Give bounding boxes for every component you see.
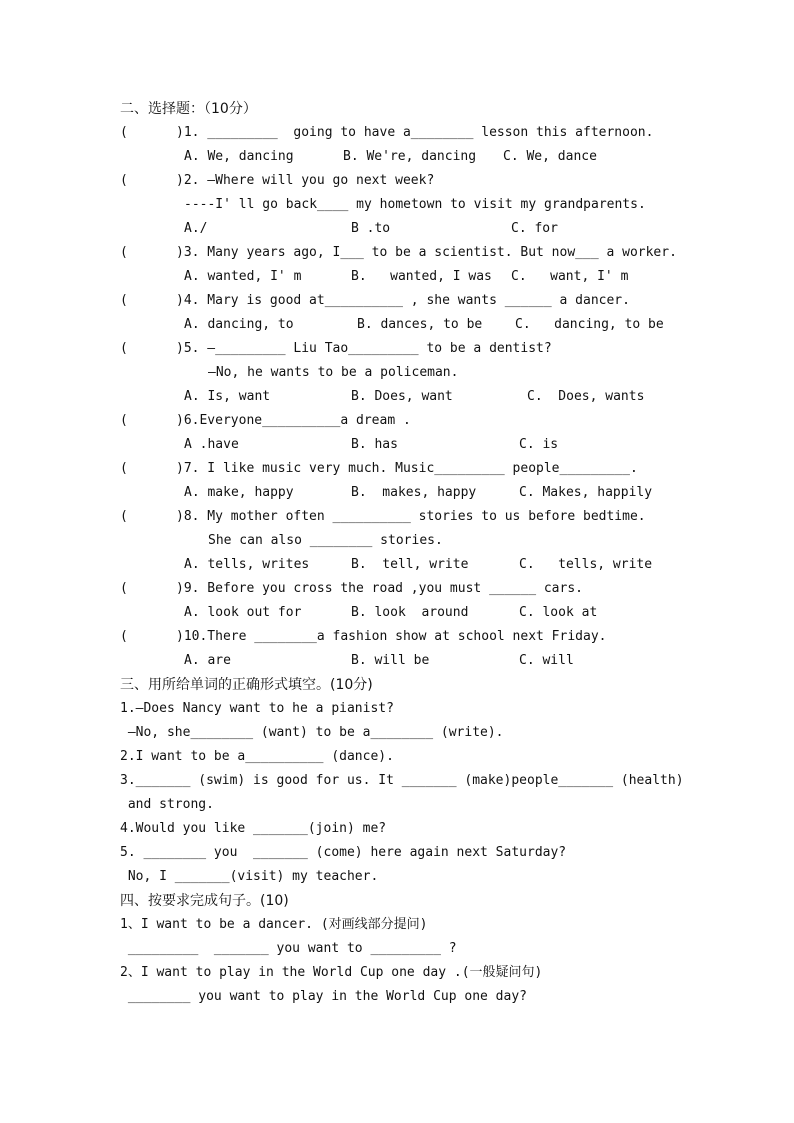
question-stem: )8. My mother often __________ stories to us before bedtime.: [176, 509, 646, 524]
option-b: B. tell, write: [351, 557, 469, 572]
question-stem: )4. Mary is good at__________ , she wants ______ a dancer.: [176, 293, 630, 308]
question-7-options: [120, 481, 653, 505]
option-a: A. Is, want: [184, 389, 271, 404]
option-a: A. make, happy: [184, 485, 294, 500]
question-6: [120, 409, 411, 433]
question-2-options: [120, 217, 558, 241]
section-3-heading: 三、用所给单词的正确形式填空。(10分): [120, 677, 373, 693]
question-3-options: [120, 265, 629, 289]
option-b: B. We're, dancing: [343, 149, 477, 164]
option-b: B .to: [351, 221, 391, 236]
fill-in-line: No, I _______(visit) my teacher.: [120, 869, 379, 884]
fill-in-line: 4.Would you like _______(join) me?: [120, 821, 387, 836]
option-c: C. want, I' m: [511, 269, 629, 284]
option-a: A .have: [184, 437, 239, 452]
section-4-heading: 四、按要求完成句子。(10): [120, 893, 289, 909]
question-stem: )1. _________ going to have a________ lesson this afternoon.: [176, 125, 654, 140]
question-stem-continued: —No, he wants to be a policeman.: [208, 365, 459, 380]
question-2-reply: [120, 193, 646, 217]
option-c: C. for: [511, 221, 558, 236]
rewrite-line: ________ you want to play in the World Cup one day?: [120, 989, 527, 1004]
option-c: C. We, dance: [503, 149, 597, 164]
option-a: A. dancing, to: [184, 317, 294, 332]
answer-paren: (: [120, 341, 128, 356]
answer-paren: (: [120, 629, 128, 644]
fill-in-line: —No, she________ (want) to be a________ (write).: [120, 725, 504, 740]
option-c: C. will: [519, 653, 574, 668]
question-4-options: [120, 313, 664, 337]
answer-paren: (: [120, 125, 128, 140]
fill-in-line: 5. ________ you _______ (come) here again next Saturday?: [120, 845, 567, 860]
question-4: [120, 289, 630, 313]
question-10-options: [120, 649, 574, 673]
option-b: B. wanted, I was: [351, 269, 492, 284]
option-a: A. wanted, I' m: [184, 269, 302, 284]
fill-in-line: 2.I want to be a__________ (dance).: [120, 749, 394, 764]
question-stem: )10.There ________a fashion show at school next Friday.: [176, 629, 607, 644]
option-a: A. We, dancing: [184, 149, 294, 164]
option-c: C. look at: [519, 605, 598, 620]
question-5-options: [120, 385, 645, 409]
option-b: B. look around: [351, 605, 469, 620]
option-a: A./: [184, 221, 208, 236]
question-2: [120, 169, 435, 193]
question-1-options: [120, 145, 597, 169]
option-c: C. dancing, to be: [515, 317, 664, 332]
question-6-options: [120, 433, 559, 457]
rewrite-line: _________ _______ you want to _________ ?: [120, 941, 457, 956]
question-8-continued: [120, 529, 443, 553]
question-stem: )7. I like music very much. Music_________ people_________.: [176, 461, 638, 476]
answer-paren: (: [120, 413, 128, 428]
question-8: [120, 505, 646, 529]
option-b: B. dances, to be: [357, 317, 483, 332]
question-10: [120, 625, 607, 649]
question-9-options: [120, 601, 598, 625]
option-a: A. tells, writes: [184, 557, 310, 572]
fill-in-line: and strong.: [120, 797, 214, 812]
option-a: A. look out for: [184, 605, 302, 620]
answer-paren: (: [120, 173, 128, 188]
option-b: B. Does, want: [351, 389, 453, 404]
answer-paren: (: [120, 293, 128, 308]
fill-in-line: 1.—Does Nancy want to he a pianist?: [120, 701, 394, 716]
question-stem: )2. —Where will you go next week?: [176, 173, 435, 188]
option-b: B. makes, happy: [351, 485, 477, 500]
option-a: A. are: [184, 653, 231, 668]
question-stem: )9. Before you cross the road ,you must ______ cars.: [176, 581, 583, 596]
question-5-reply: [120, 361, 459, 385]
option-b: B. will be: [351, 653, 430, 668]
question-3: [120, 241, 677, 265]
section-2-heading: 二、选择题：（10分）: [120, 101, 257, 117]
question-stem-continued: She can also ________ stories.: [208, 533, 443, 548]
question-stem: )3. Many years ago, I___ to be a scientist. But now___ a worker.: [176, 245, 677, 260]
answer-paren: (: [120, 581, 128, 596]
rewrite-line: 2、I want to play in the World Cup one day .(一般疑问句): [120, 965, 543, 980]
option-c: C. tells, write: [519, 557, 653, 572]
question-7: [120, 457, 638, 481]
option-b: B. has: [351, 437, 398, 452]
question-stem: )6.Everyone__________a dream .: [176, 413, 411, 428]
answer-paren: (: [120, 509, 128, 524]
option-c: C. Does, wants: [527, 389, 645, 404]
rewrite-line: 1、I want to be a dancer. (对画线部分提问): [120, 917, 428, 932]
question-1: [120, 121, 654, 145]
fill-in-line: 3._______ (swim) is good for us. It _______ (make)people_______ (health): [120, 773, 684, 788]
answer-paren: (: [120, 461, 128, 476]
answer-paren: (: [120, 245, 128, 260]
option-c: C. Makes, happily: [519, 485, 653, 500]
question-5: [120, 337, 552, 361]
question-8-options: [120, 553, 653, 577]
question-stem-continued: ----I' ll go back____ my hometown to visit my grandparents.: [184, 197, 646, 212]
question-9: [120, 577, 583, 601]
question-stem: )5. —_________ Liu Tao_________ to be a dentist?: [176, 341, 552, 356]
option-c: C. is: [519, 437, 559, 452]
